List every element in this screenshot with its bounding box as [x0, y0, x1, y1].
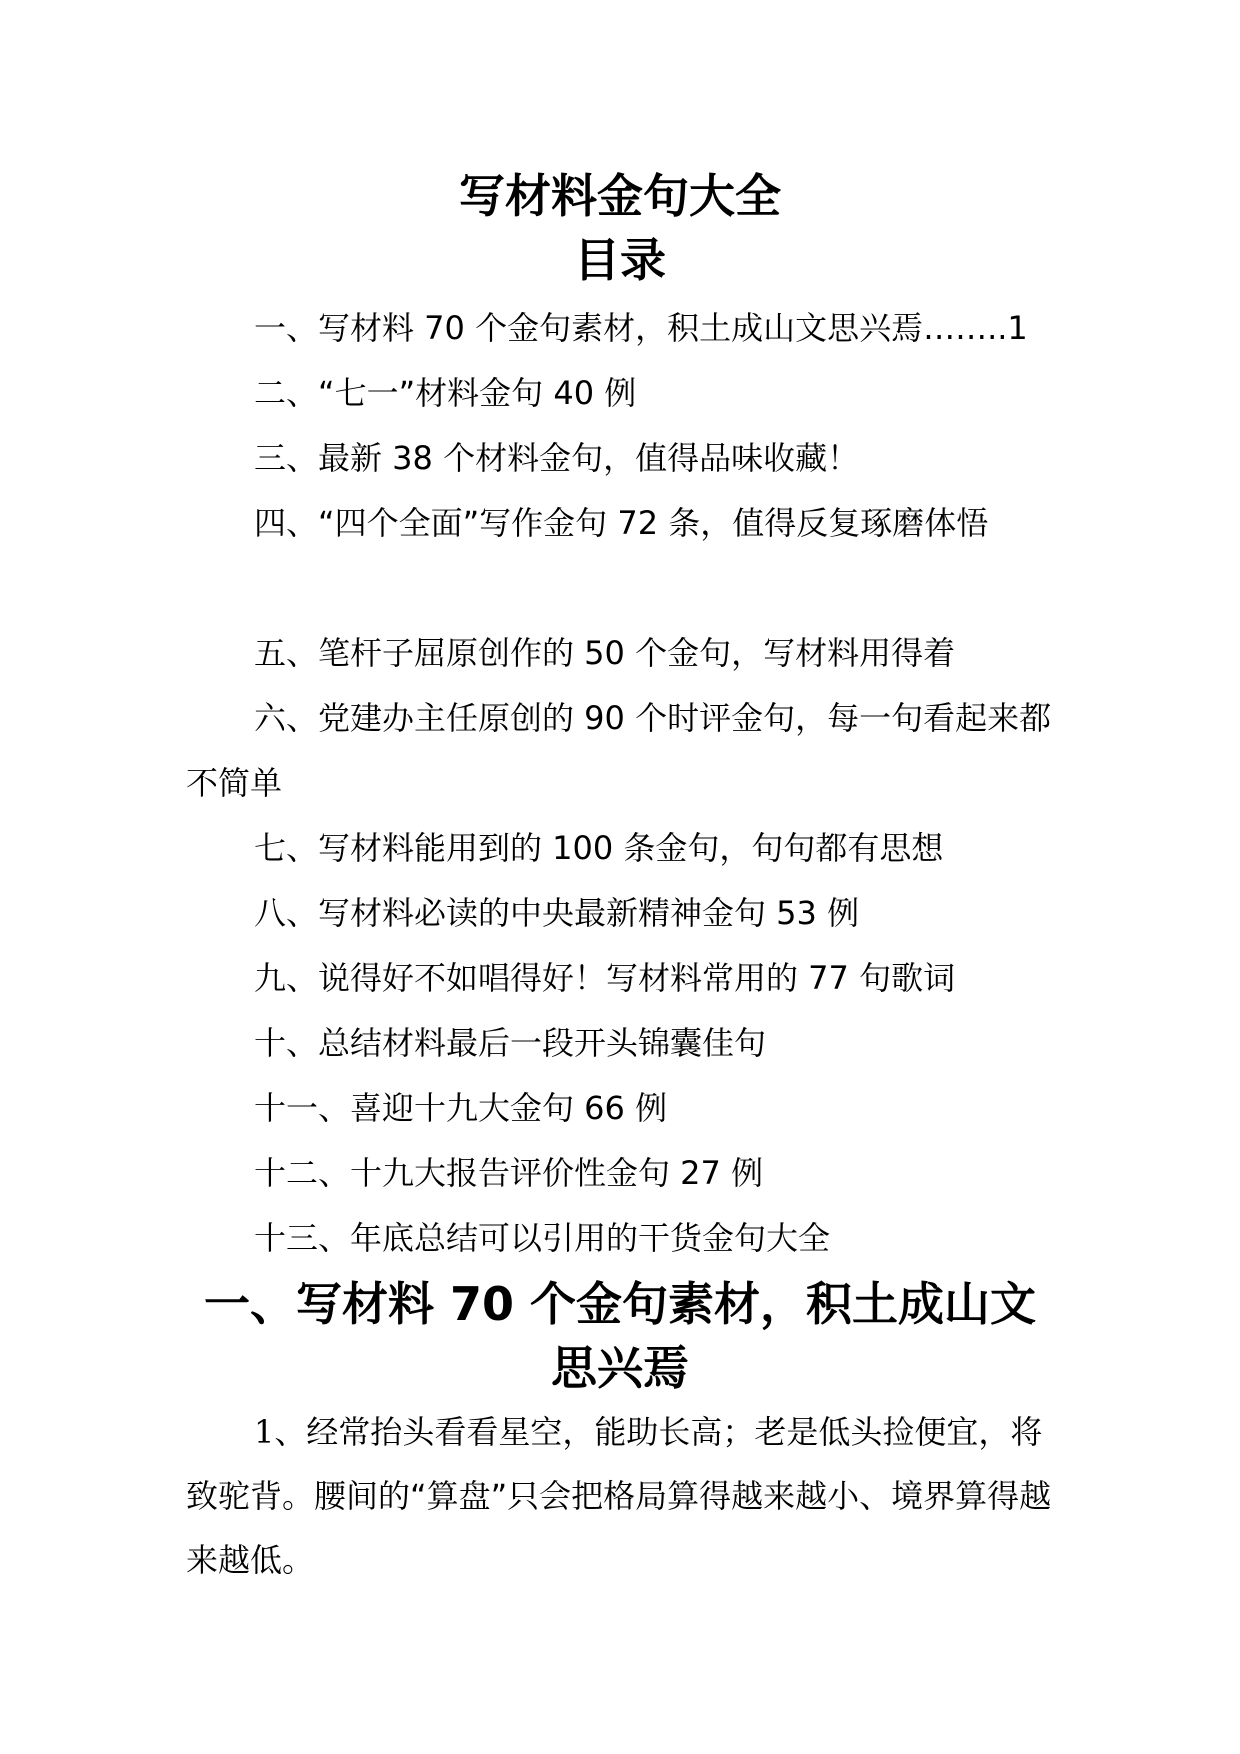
- toc-item[interactable]: 二、“七一”材料金句 40 例: [254, 374, 637, 412]
- toc-item[interactable]: 十一、喜迎十九大金句 66 例: [254, 1089, 668, 1127]
- section-heading: 一、写材料 70 个金句素材，积土成山文思兴焉: [203, 1277, 1037, 1395]
- toc-item[interactable]: 十二、十九大报告评价性金句 27 例: [254, 1154, 764, 1192]
- toc-item[interactable]: 四、“四个全面”写作金句 72 条，值得反复琢磨体悟: [254, 504, 989, 542]
- toc-item[interactable]: 十三、年底总结可以引用的干货金句大全: [254, 1219, 831, 1257]
- table-of-contents: [186, 296, 1054, 1271]
- toc-item[interactable]: 三、最新 38 个材料金句，值得品味收藏！: [254, 439, 860, 477]
- paragraph-text: 、经常抬头看看星空，能助长高；老是低头捡便宜，将致驼背。腰间的“算盘”只会把格局算得越来越小、境界算得越来越低。: [186, 1413, 1052, 1579]
- paragraph-number: 1: [254, 1413, 275, 1451]
- toc-item[interactable]: 九、说得好不如唱得好！写材料常用的 77 句歌词: [254, 959, 956, 997]
- toc-title: 目录: [574, 233, 666, 287]
- toc-item[interactable]: 七、写材料能用到的 100 条金句，句句都有思想: [254, 829, 944, 867]
- toc-item[interactable]: 八、写材料必读的中央最新精神金句 53 例: [254, 894, 860, 932]
- body-paragraph: [186, 1400, 1054, 1592]
- document-title: 写材料金句大全: [459, 169, 781, 223]
- toc-item[interactable]: 五、笔杆子屈原创作的 50 个金句，写材料用得着: [254, 634, 956, 672]
- toc-item[interactable]: 六、党建办主任原创的 90 个时评金句，每一句看起来都不简单: [186, 699, 1052, 802]
- toc-item[interactable]: 十、总结材料最后一段开头锦囊佳句: [254, 1024, 767, 1062]
- toc-item[interactable]: 一、写材料 70 个金句素材，积土成山文思兴焉……..1: [254, 309, 1028, 347]
